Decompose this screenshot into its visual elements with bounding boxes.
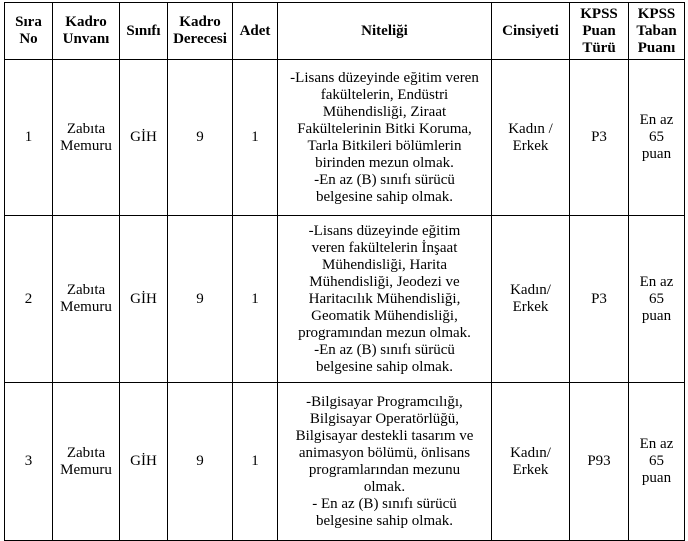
- header-kadro-derecesi: Kadro Derecesi: [168, 3, 233, 60]
- cell-adet: 1: [233, 60, 278, 216]
- header-sira-no: Sıra No: [5, 3, 53, 60]
- cell-cinsiyet: Kadın/ Erkek: [492, 216, 570, 383]
- cell-cinsiyet: Kadın/ Erkek: [492, 383, 570, 541]
- cell-adet: 1: [233, 383, 278, 541]
- cell-derece: 9: [168, 60, 233, 216]
- cell-puan-turu: P93: [570, 383, 629, 541]
- cell-sira: 2: [5, 216, 53, 383]
- cell-unvan: Zabıta Memuru: [53, 60, 120, 216]
- cell-unvan: Zabıta Memuru: [53, 216, 120, 383]
- cell-niteligi: -Lisans düzeyinde eğitim veren fakültelerin, Endüstri Mühendisliği, Ziraat Fakültelerinin Bitki Koruma, Tarla Bitkileri bölümlerin birinden mezun olmak. -En az (B) sınıfı sürücü belgesine sahip olmak.: [278, 60, 492, 216]
- cell-sira: 1: [5, 60, 53, 216]
- cell-puan-turu: P3: [570, 216, 629, 383]
- cell-derece: 9: [168, 216, 233, 383]
- cell-sinif: GİH: [120, 60, 168, 216]
- cell-taban-puan: En az 65 puan: [629, 216, 685, 383]
- cell-cinsiyet: Kadın / Erkek: [492, 60, 570, 216]
- cell-sinif: GİH: [120, 216, 168, 383]
- cell-niteligi: -Bilgisayar Programcılığı, Bilgisayar Operatörlüğü, Bilgisayar destekli tasarım ve animasyon bölümü, önlisans programlarından mezunu olmak. - En az (B) sınıfı sürücü belgesine sahip olmak.: [278, 383, 492, 541]
- header-cinsiyeti: Cinsiyeti: [492, 3, 570, 60]
- header-row: [5, 3, 685, 60]
- header-kpss-puan-turu: KPSS Puan Türü: [570, 3, 629, 60]
- cell-unvan: Zabıta Memuru: [53, 383, 120, 541]
- cell-adet: 1: [233, 216, 278, 383]
- cell-taban-puan: En az 65 puan: [629, 383, 685, 541]
- table-row: [5, 383, 685, 541]
- cell-sira: 3: [5, 383, 53, 541]
- table-row: [5, 216, 685, 383]
- header-kpss-taban-puani: KPSS Taban Puanı: [629, 3, 685, 60]
- header-niteligi: Niteliği: [278, 3, 492, 60]
- kadro-table: [4, 2, 685, 541]
- cell-taban-puan: En az 65 puan: [629, 60, 685, 216]
- header-kadro-unvani: Kadro Unvanı: [53, 3, 120, 60]
- table-row: [5, 60, 685, 216]
- header-adet: Adet: [233, 3, 278, 60]
- cell-sinif: GİH: [120, 383, 168, 541]
- header-sinifi: Sınıfı: [120, 3, 168, 60]
- cell-puan-turu: P3: [570, 60, 629, 216]
- cell-derece: 9: [168, 383, 233, 541]
- cell-niteligi: -Lisans düzeyinde eğitim veren fakültelerin İnşaat Mühendisliği, Harita Mühendisliği, Jeodezi ve Haritacılık Mühendisliği, Geomatik Mühendisliği, programından mezun olmak. -En az (B) sınıfı sürücü belgesine sahip olmak.: [278, 216, 492, 383]
